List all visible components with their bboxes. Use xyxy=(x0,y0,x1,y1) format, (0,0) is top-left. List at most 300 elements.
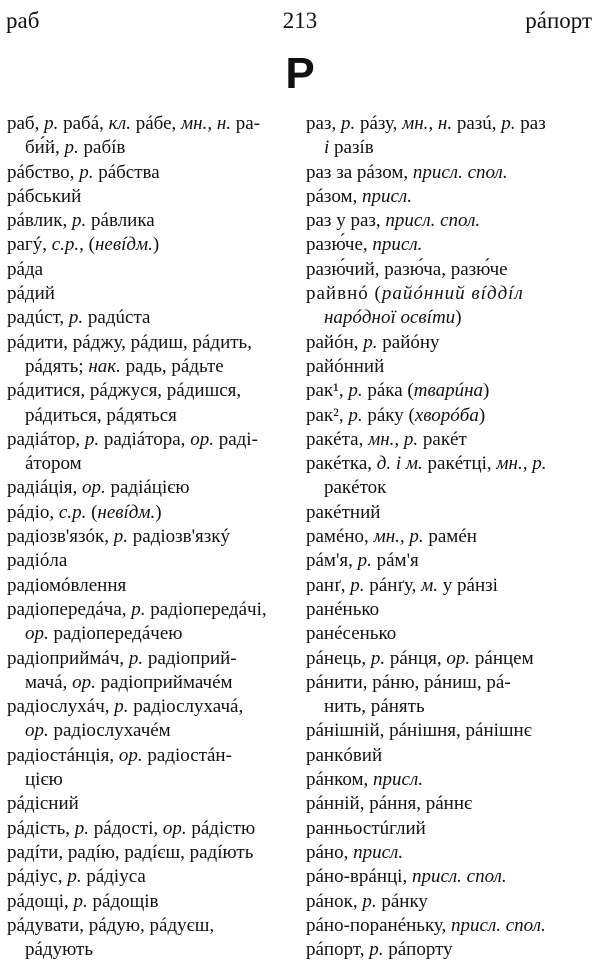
grammar-label: ор. xyxy=(162,817,187,839)
dictionary-entry xyxy=(7,185,297,209)
entry-text: рáдості, xyxy=(89,817,163,839)
dictionary-entry xyxy=(7,647,297,696)
entry-text: рáнця, xyxy=(385,647,447,669)
entry-line xyxy=(7,817,297,841)
entry-text: райóн, xyxy=(306,331,364,353)
dictionary-entry xyxy=(306,331,596,355)
dictionary-entry xyxy=(7,525,297,549)
grammar-label: р. xyxy=(84,428,100,450)
dictionary-entry xyxy=(306,938,596,962)
grammar-label: присл. xyxy=(353,841,404,863)
entry-line xyxy=(306,161,596,185)
dictionary-entry xyxy=(306,185,596,209)
entry-line xyxy=(7,841,297,865)
entry-text: радіомóвлення xyxy=(7,574,127,596)
running-header xyxy=(0,0,600,40)
grammar-label: ор. xyxy=(25,720,49,742)
entry-continuation-line xyxy=(306,306,596,330)
entry-line xyxy=(306,331,596,355)
entry-continuation-line xyxy=(7,768,297,792)
grammar-label: присл. xyxy=(362,185,412,207)
entry-line xyxy=(306,841,596,865)
entry-text: ракéтці, xyxy=(422,453,497,475)
dictionary-entry xyxy=(306,282,596,331)
entry-continuation-line xyxy=(7,671,297,695)
entry-text: ) xyxy=(155,501,162,523)
dictionary-entry xyxy=(7,161,297,185)
entry-text: радіáтора, xyxy=(99,428,191,450)
entry-line xyxy=(7,598,297,622)
entry-text: радь, рáдьте xyxy=(120,355,224,377)
dictionary-entry xyxy=(7,695,297,744)
entry-text: ракéтний xyxy=(306,501,381,523)
entry-text: у рáнзі xyxy=(438,574,498,596)
entry-text: раз за рáзом, xyxy=(306,161,413,183)
entry-text: раді- xyxy=(213,428,258,450)
entry-continuation-line xyxy=(7,938,297,962)
right-column xyxy=(306,112,596,962)
dictionary-entry xyxy=(306,379,596,403)
entry-text: мачá, xyxy=(25,671,73,693)
entry-text: би́й, xyxy=(25,137,65,159)
grammar-label: нак. xyxy=(88,355,121,377)
grammar-label: присл. спол. xyxy=(385,210,481,232)
dictionary-entry xyxy=(7,890,297,914)
entry-line xyxy=(306,938,596,962)
entry-text: рак², xyxy=(306,404,349,426)
entry-line xyxy=(7,574,297,598)
entry-text: рамéн xyxy=(423,526,477,548)
entry-text: радúст, xyxy=(7,307,69,329)
entry-text: ранкóвий xyxy=(306,744,383,766)
entry-line xyxy=(306,379,596,403)
entry-text: радúста xyxy=(83,307,151,329)
grammar-label: р. xyxy=(113,526,129,548)
entry-continuation-line xyxy=(7,452,297,476)
dictionary-entry xyxy=(306,404,596,428)
entry-line xyxy=(306,647,596,671)
entry-text: рáнішній, рáнішня, рáнішнє xyxy=(306,720,532,742)
entry-text: разú, xyxy=(452,113,502,134)
entry-text: рáдиться, рáдяться xyxy=(25,404,177,426)
entry-text: нить, рáнять xyxy=(324,696,425,718)
entry-line xyxy=(306,525,596,549)
grammar-label: д. і м. xyxy=(376,453,423,475)
page-number: 213 xyxy=(282,8,318,33)
grammar-label: р. xyxy=(114,696,129,718)
grammar-label: р. xyxy=(79,161,94,183)
entry-text: ракéток xyxy=(324,477,387,499)
grammar-label: присл. спол. xyxy=(451,914,546,936)
grammar-label: хворóба xyxy=(414,404,479,426)
entry-text: ра- xyxy=(231,113,261,134)
entry-line xyxy=(306,258,596,282)
entry-text: рáнґу, xyxy=(364,574,422,596)
dictionary-entry xyxy=(306,525,596,549)
entry-line xyxy=(7,647,297,671)
entry-text: раз, xyxy=(306,113,341,134)
dictionary-entry xyxy=(7,914,297,962)
grammar-label: м. xyxy=(421,574,439,596)
dictionary-entry xyxy=(7,549,297,573)
grammar-label: р. xyxy=(131,598,146,620)
entry-text: рагý, xyxy=(7,234,52,256)
section-letter: Р xyxy=(285,49,315,98)
entry-line xyxy=(306,233,596,257)
entry-line xyxy=(7,161,297,185)
entry-text: рáбства xyxy=(93,161,160,183)
grammar-label: р. xyxy=(501,113,516,134)
grammar-label: р. xyxy=(350,574,365,596)
dictionary-entry xyxy=(306,258,596,282)
entry-text: рáдують xyxy=(25,939,94,961)
grammar-label: мн., н. xyxy=(181,113,231,134)
entry-text: радіáтор, xyxy=(7,428,85,450)
entry-text: рабíв xyxy=(78,137,126,159)
grammar-label: ор. xyxy=(190,428,214,450)
dictionary-entry xyxy=(306,792,596,816)
entry-text: ракéтка, xyxy=(306,453,377,475)
entry-text: рáка ( xyxy=(362,380,414,402)
grammar-label: присл. спол. xyxy=(411,866,507,888)
entry-text: райвнó ( xyxy=(306,283,382,305)
entry-text: радіослухачá, xyxy=(128,696,244,718)
entry-text: рáнцем xyxy=(470,647,534,669)
entry-line xyxy=(306,549,596,573)
entry-line xyxy=(7,258,297,282)
dictionary-entry xyxy=(306,865,596,889)
entry-continuation-line xyxy=(7,622,297,646)
grammar-label: р. xyxy=(362,890,377,912)
grammar-label: невíдм. xyxy=(95,234,153,256)
entry-text: рáдіуса xyxy=(81,866,146,888)
grammar-label: р. xyxy=(73,890,88,912)
dictionary-entry xyxy=(7,112,297,161)
grammar-label: р. xyxy=(128,647,144,669)
entry-text: рáнок, xyxy=(306,890,363,912)
grammar-label: р. xyxy=(72,210,87,232)
entry-line xyxy=(306,355,596,379)
grammar-label: р. xyxy=(64,137,79,159)
entry-text: радіáцією xyxy=(105,477,190,499)
entry-text: раб, xyxy=(7,113,45,134)
dictionary-entry xyxy=(7,792,297,816)
entry-line xyxy=(7,476,297,500)
entry-text: рáдий xyxy=(7,283,55,305)
grammar-label: с.р., xyxy=(51,234,84,256)
dictionary-entry xyxy=(7,233,297,257)
entry-line xyxy=(7,306,297,330)
entry-text: радíти, радíю, радíєш, радíють xyxy=(7,841,254,863)
grammar-label: р. xyxy=(369,939,384,961)
entry-text: ) xyxy=(483,380,490,402)
entry-line xyxy=(7,695,297,719)
grammar-label: р. xyxy=(67,866,82,888)
grammar-label: р. xyxy=(363,331,378,353)
entry-text: рáдість, xyxy=(7,817,75,839)
dictionary-entry xyxy=(306,914,596,938)
dictionary-entry xyxy=(7,331,297,380)
entry-text: рáдіус, xyxy=(7,866,68,888)
entry-text: райóну xyxy=(377,331,440,353)
entry-line xyxy=(7,428,297,452)
dictionary-entry xyxy=(306,744,596,768)
entry-text: радіозв'язкý xyxy=(128,526,231,548)
entry-text: радіоприй- xyxy=(143,647,237,669)
grammar-label: ор. xyxy=(25,623,49,645)
grammar-label: ор. xyxy=(446,647,471,669)
entry-line xyxy=(306,209,596,233)
entry-line xyxy=(306,404,596,428)
entry-text: рáзом, xyxy=(306,185,362,207)
grammar-label: і xyxy=(324,137,330,159)
entry-line xyxy=(7,501,297,525)
entry-line xyxy=(306,282,596,306)
header-first-headword: раб xyxy=(6,8,40,33)
entry-text: ) xyxy=(152,234,160,256)
grammar-label: с.р. xyxy=(58,501,87,523)
entry-line xyxy=(306,890,596,914)
entry-continuation-line xyxy=(7,136,297,160)
entry-line xyxy=(7,233,297,257)
dictionary-entry xyxy=(306,452,596,501)
grammar-label: р. xyxy=(348,380,363,402)
grammar-label: присл. xyxy=(372,234,423,256)
entry-line xyxy=(306,817,596,841)
entry-text: ракéта, xyxy=(306,428,369,450)
dictionary-entry xyxy=(7,282,297,306)
entry-line xyxy=(306,865,596,889)
dictionary-entry xyxy=(7,865,297,889)
entry-text: рáдощі, xyxy=(7,890,74,912)
entry-text: рáбе, xyxy=(130,113,182,134)
entry-text: рáвлик, xyxy=(7,210,73,232)
entry-text: рáвлика xyxy=(86,210,155,232)
dictionary-entry xyxy=(306,671,596,720)
entry-line xyxy=(306,428,596,452)
entry-text: рáбство, xyxy=(7,161,80,183)
dictionary-entry xyxy=(306,549,596,573)
entry-text: рáнку xyxy=(376,890,428,912)
entry-line xyxy=(306,112,596,136)
entry-text: рáдіо, xyxy=(7,501,59,523)
entry-text: рáм'я, xyxy=(306,550,358,572)
grammar-label: р. xyxy=(74,817,90,839)
grammar-label: тварúна xyxy=(413,380,484,402)
entry-line xyxy=(7,209,297,233)
entry-text: радіоприймáч, xyxy=(7,647,129,669)
entry-line xyxy=(306,574,596,598)
grammar-label: ор. xyxy=(118,744,143,766)
entry-text: разю́че, xyxy=(306,234,373,256)
entry-text: ранéнько xyxy=(306,598,380,620)
dictionary-entry xyxy=(306,574,596,598)
dictionary-entry xyxy=(306,209,596,233)
entry-text: раз у раз, xyxy=(306,210,386,232)
dictionary-entry xyxy=(306,161,596,185)
entry-line xyxy=(7,185,297,209)
entry-text: рамéно, xyxy=(306,526,374,548)
entry-line xyxy=(7,914,297,938)
grammar-label: присл. xyxy=(373,769,423,791)
entry-text: рáно-поранéньку, xyxy=(306,914,452,936)
entry-text: радіопередáчею xyxy=(48,623,183,645)
dictionary-entry xyxy=(306,355,596,379)
entry-text: рáдощів xyxy=(87,890,159,912)
entry-text: радіáція, xyxy=(7,477,82,499)
entry-text: раз xyxy=(515,113,546,134)
grammar-label: мн., р. xyxy=(373,526,424,548)
entry-text: радіостáн- xyxy=(142,744,232,766)
dictionary-entry xyxy=(306,428,596,452)
entry-text: радіопередáчі, xyxy=(145,598,267,620)
entry-text: рак¹, xyxy=(306,380,349,402)
dictionary-entry xyxy=(306,890,596,914)
dictionary-entry xyxy=(306,501,596,525)
entry-line xyxy=(306,598,596,622)
entry-text: ) xyxy=(478,404,486,426)
entry-text: радіостáнція, xyxy=(7,744,119,766)
dictionary-entry xyxy=(306,841,596,865)
entry-line xyxy=(7,331,297,355)
dictionary-entry xyxy=(306,719,596,743)
entry-line xyxy=(306,914,596,938)
entry-text: рáпорту xyxy=(383,939,453,961)
grammar-label: р. xyxy=(357,550,372,572)
entry-text: радіóла xyxy=(7,550,68,572)
entry-text: рáдувати, рáдую, рáдуєш, xyxy=(7,914,215,936)
dictionary-entry xyxy=(7,379,297,428)
entry-text: рáм'я xyxy=(371,550,419,572)
entry-line xyxy=(7,112,297,136)
dictionary-entry xyxy=(7,501,297,525)
entry-line xyxy=(306,719,596,743)
entry-text: рáдитися, рáджуся, рáдишся, xyxy=(7,380,242,402)
grammar-label: р. xyxy=(348,404,363,426)
entry-text: ранньостúглий xyxy=(306,817,426,839)
dictionary-entry xyxy=(7,428,297,477)
dictionary-entry xyxy=(306,233,596,257)
left-column xyxy=(7,112,297,962)
entry-line xyxy=(7,865,297,889)
entry-line xyxy=(7,379,297,403)
entry-line xyxy=(306,768,596,792)
entry-text: радіослухáч, xyxy=(7,696,115,718)
entry-line xyxy=(7,890,297,914)
entry-text: рáдити, рáджу, рáдиш, рáдить, xyxy=(7,331,252,353)
entry-text: рáда xyxy=(7,258,44,280)
entry-text: радіозв'язóк, xyxy=(7,526,114,548)
entry-text: радіоприймачéм xyxy=(95,671,233,693)
entry-text: рáзу, xyxy=(355,113,403,134)
dictionary-entry xyxy=(7,476,297,500)
grammar-label: ор. xyxy=(72,671,96,693)
grammar-label: присл. спол. xyxy=(412,161,508,183)
grammar-label: мн., н. xyxy=(402,113,453,134)
dictionary-entry xyxy=(7,209,297,233)
entry-text: рáдістю xyxy=(186,817,256,839)
entry-continuation-line xyxy=(7,404,297,428)
dictionary-entry xyxy=(7,574,297,598)
grammar-label: нарóдної освíти xyxy=(324,307,456,329)
entry-text: рáдять; xyxy=(25,355,89,377)
grammar-label: мн., р. xyxy=(496,453,547,475)
grammar-label: невíдм. xyxy=(97,501,156,523)
entry-text: разю́чий, разю́ча, разю́че xyxy=(306,258,508,280)
entry-text: ранґ, xyxy=(306,574,351,596)
grammar-label: райóнний вíддíл xyxy=(381,283,524,305)
dictionary-entry xyxy=(7,598,297,647)
entry-text: ) xyxy=(455,307,462,329)
header-last-headword: рáпорт xyxy=(525,8,592,33)
entry-text: áтором xyxy=(25,453,82,475)
entry-continuation-line xyxy=(306,695,596,719)
entry-text: радіопередáча, xyxy=(7,598,132,620)
entry-text: райóнний xyxy=(306,355,385,377)
entry-line xyxy=(306,622,596,646)
entry-text: радіослухачéм xyxy=(48,720,171,742)
dictionary-entry xyxy=(7,841,297,865)
entry-line xyxy=(306,744,596,768)
entry-text: рáно, xyxy=(306,841,354,863)
entry-text: рабá, xyxy=(58,113,109,134)
entry-line xyxy=(306,792,596,816)
entry-text: ракéт xyxy=(418,428,467,450)
entry-text: рáнком, xyxy=(306,769,374,791)
entry-continuation-line xyxy=(7,355,297,379)
entry-line xyxy=(7,744,297,768)
grammar-label: ор. xyxy=(82,477,106,499)
entry-line xyxy=(7,282,297,306)
grammar-label: кл. xyxy=(108,113,131,134)
grammar-label: р. xyxy=(370,647,386,669)
entry-text: рáпорт, xyxy=(306,939,370,961)
dictionary-entry xyxy=(7,258,297,282)
entry-text: ( xyxy=(86,501,98,523)
entry-text: рáдісний xyxy=(7,793,79,815)
entry-text: рáку ( xyxy=(362,404,415,426)
entry-text: рáбський xyxy=(7,185,82,207)
dictionary-entry xyxy=(306,598,596,622)
grammar-label: р. xyxy=(68,307,84,329)
entry-text: рáнити, рáню, рáниш, рá- xyxy=(306,671,511,693)
entry-line xyxy=(306,501,596,525)
entry-line xyxy=(7,525,297,549)
dictionary-entry xyxy=(7,306,297,330)
entry-continuation-line xyxy=(7,719,297,743)
dictionary-entry xyxy=(306,622,596,646)
grammar-label: р. xyxy=(340,113,356,134)
entry-text: рáнець, xyxy=(306,647,371,669)
entry-text: цією xyxy=(25,769,63,791)
entry-text: рáнній, рáння, рáннє xyxy=(306,793,473,815)
dictionary-entry xyxy=(306,647,596,671)
dictionary-entry xyxy=(306,112,596,161)
dictionary-entry xyxy=(306,817,596,841)
entry-line xyxy=(7,792,297,816)
grammar-label: мн., р. xyxy=(368,428,419,450)
dictionary-entry xyxy=(7,817,297,841)
entry-line xyxy=(306,452,596,476)
dictionary-entry xyxy=(306,768,596,792)
entry-text: ( xyxy=(83,234,95,256)
entry-text: рáно-врáнці, xyxy=(306,866,412,888)
entry-text: ранéсенько xyxy=(306,623,397,645)
entry-text: разíв xyxy=(329,137,374,159)
entry-line xyxy=(306,671,596,695)
entry-continuation-line xyxy=(306,476,596,500)
entry-continuation-line xyxy=(306,136,596,160)
